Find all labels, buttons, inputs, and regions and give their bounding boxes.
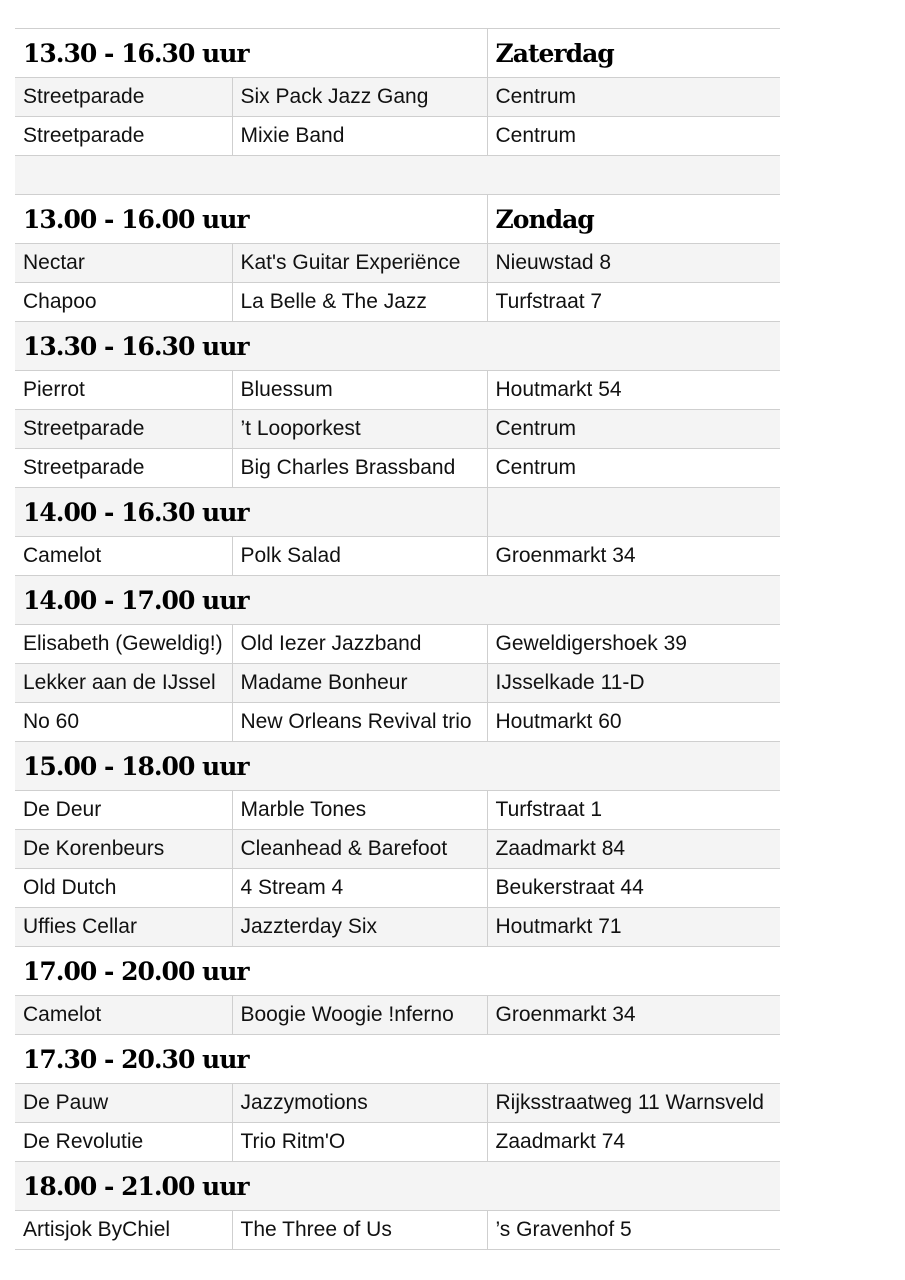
- band-cell: Six Pack Jazz Gang: [232, 78, 487, 117]
- venue-cell: Pierrot: [15, 371, 232, 410]
- band-cell: Old Iezer Jazzband: [232, 625, 487, 664]
- spacer-row: [15, 156, 780, 195]
- venue-cell: Streetparade: [15, 410, 232, 449]
- time-slot: 14.00 - 16.30 uur: [15, 488, 487, 537]
- table-row: [15, 410, 780, 449]
- band-cell: The Three of Us: [232, 1211, 487, 1250]
- venue-cell: De Korenbeurs: [15, 830, 232, 869]
- table-row: [15, 703, 780, 742]
- venue-cell: Nectar: [15, 244, 232, 283]
- venue-cell: Elisabeth (Geweldig!): [15, 625, 232, 664]
- table-row: [15, 996, 780, 1035]
- location-cell: Houtmarkt 60: [487, 703, 780, 742]
- day-label: Zondag: [487, 195, 780, 244]
- venue-cell: De Pauw: [15, 1084, 232, 1123]
- venue-cell: Camelot: [15, 996, 232, 1035]
- time-slot: 13.30 - 16.30 uur: [15, 322, 780, 371]
- venue-cell: Camelot: [15, 537, 232, 576]
- location-cell: Nieuwstad 8: [487, 244, 780, 283]
- location-cell: Groenmarkt 34: [487, 537, 780, 576]
- table-row: [15, 537, 780, 576]
- time-slot: 17.00 - 20.00 uur: [15, 947, 780, 996]
- band-cell: Madame Bonheur: [232, 664, 487, 703]
- time-slot: 18.00 - 21.00 uur: [15, 1162, 780, 1211]
- time-slot-header: [15, 195, 780, 244]
- band-cell: Kat's Guitar Experiënce: [232, 244, 487, 283]
- table-row: [15, 664, 780, 703]
- time-slot-header: [15, 488, 780, 537]
- band-cell: Cleanhead & Barefoot: [232, 830, 487, 869]
- location-cell: Geweldigershoek 39: [487, 625, 780, 664]
- time-slot-header: [15, 1162, 780, 1211]
- location-cell: Beukerstraat 44: [487, 869, 780, 908]
- location-cell: Houtmarkt 54: [487, 371, 780, 410]
- location-cell: Zaadmarkt 84: [487, 830, 780, 869]
- location-cell: Turfstraat 7: [487, 283, 780, 322]
- time-slot-header: [15, 1035, 780, 1084]
- venue-cell: Streetparade: [15, 117, 232, 156]
- schedule-table: [15, 28, 780, 1250]
- location-cell: Centrum: [487, 410, 780, 449]
- location-cell: Centrum: [487, 117, 780, 156]
- day-label: [487, 488, 780, 537]
- table-row: [15, 283, 780, 322]
- band-cell: Jazzymotions: [232, 1084, 487, 1123]
- time-slot-header: [15, 322, 780, 371]
- table-row: [15, 117, 780, 156]
- location-cell: Houtmarkt 71: [487, 908, 780, 947]
- spacer-cell: [15, 156, 780, 195]
- time-slot: 13.30 - 16.30 uur: [15, 29, 487, 78]
- table-row: [15, 449, 780, 488]
- venue-cell: Uffies Cellar: [15, 908, 232, 947]
- day-label: Zaterdag: [487, 29, 780, 78]
- band-cell: 4 Stream 4: [232, 869, 487, 908]
- time-slot: 17.30 - 20.30 uur: [15, 1035, 780, 1084]
- location-cell: Turfstraat 1: [487, 791, 780, 830]
- venue-cell: Artisjok ByChiel: [15, 1211, 232, 1250]
- table-row: [15, 625, 780, 664]
- venue-cell: Old Dutch: [15, 869, 232, 908]
- band-cell: Polk Salad: [232, 537, 487, 576]
- time-slot: 15.00 - 18.00 uur: [15, 742, 780, 791]
- table-row: [15, 1123, 780, 1162]
- venue-cell: Streetparade: [15, 78, 232, 117]
- schedule-body: [15, 29, 780, 1250]
- table-row: [15, 371, 780, 410]
- band-cell: Boogie Woogie !nferno: [232, 996, 487, 1035]
- band-cell: ’t Looporkest: [232, 410, 487, 449]
- location-cell: Centrum: [487, 78, 780, 117]
- location-cell: IJsselkade 11-D: [487, 664, 780, 703]
- venue-cell: Streetparade: [15, 449, 232, 488]
- band-cell: Marble Tones: [232, 791, 487, 830]
- table-row: [15, 791, 780, 830]
- table-row: [15, 908, 780, 947]
- time-slot-header: [15, 576, 780, 625]
- table-row: [15, 869, 780, 908]
- band-cell: Mixie Band: [232, 117, 487, 156]
- table-row: [15, 830, 780, 869]
- band-cell: New Orleans Revival trio: [232, 703, 487, 742]
- time-slot-header: [15, 947, 780, 996]
- venue-cell: De Deur: [15, 791, 232, 830]
- band-cell: Bluessum: [232, 371, 487, 410]
- location-cell: Groenmarkt 34: [487, 996, 780, 1035]
- time-slot: 14.00 - 17.00 uur: [15, 576, 780, 625]
- venue-cell: De Revolutie: [15, 1123, 232, 1162]
- venue-cell: No 60: [15, 703, 232, 742]
- venue-cell: Chapoo: [15, 283, 232, 322]
- band-cell: Trio Ritm'O: [232, 1123, 487, 1162]
- time-slot-header: [15, 742, 780, 791]
- location-cell: Rijksstraatweg 11 Warnsveld: [487, 1084, 780, 1123]
- band-cell: La Belle & The Jazz: [232, 283, 487, 322]
- band-cell: Jazzterday Six: [232, 908, 487, 947]
- band-cell: Big Charles Brassband: [232, 449, 487, 488]
- location-cell: ’s Gravenhof 5: [487, 1211, 780, 1250]
- location-cell: Centrum: [487, 449, 780, 488]
- table-row: [15, 1211, 780, 1250]
- table-row: [15, 244, 780, 283]
- time-slot-header: [15, 29, 780, 78]
- venue-cell: Lekker aan de IJssel: [15, 664, 232, 703]
- table-row: [15, 78, 780, 117]
- table-row: [15, 1084, 780, 1123]
- time-slot: 13.00 - 16.00 uur: [15, 195, 487, 244]
- location-cell: Zaadmarkt 74: [487, 1123, 780, 1162]
